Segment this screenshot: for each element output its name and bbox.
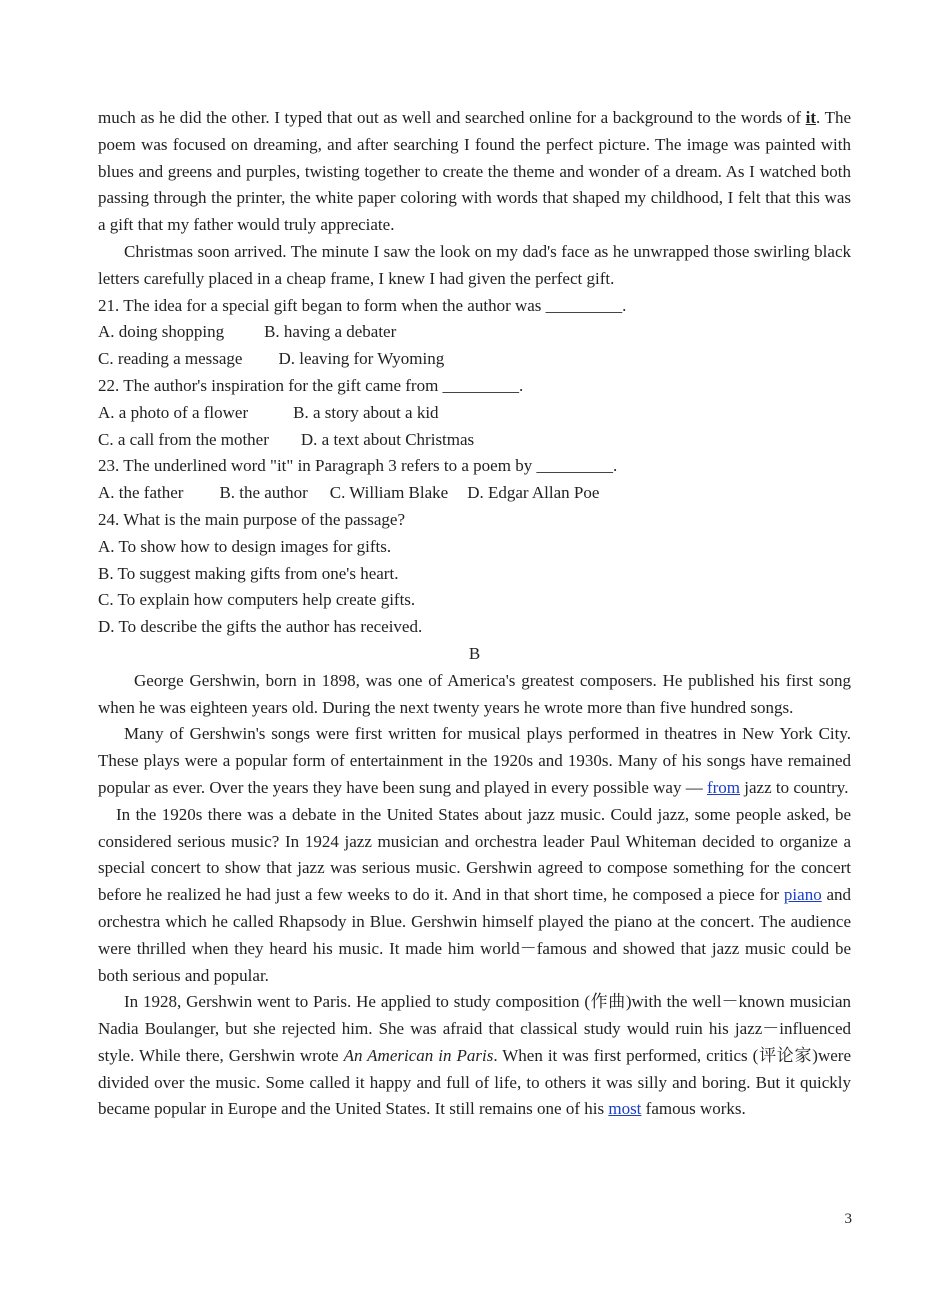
paragraph-text: famous works. xyxy=(641,1099,746,1119)
question-23-options-row-1 xyxy=(98,480,851,507)
underlined-word-it: it xyxy=(805,108,817,127)
option-d[interactable]: D. a text about Christmas xyxy=(300,429,475,449)
option-d[interactable]: D. leaving for Wyoming xyxy=(278,349,445,369)
section-b-paragraph-4 xyxy=(98,989,851,1123)
option-b[interactable]: B. the author xyxy=(219,483,308,503)
link-most[interactable]: most xyxy=(608,1099,642,1119)
section-b-paragraph-1: George Gershwin, born in 1898, was one of America's greatest composers. He published his first song when he was eighteen years old. During the next twenty years he wrote more than five hundred songs. xyxy=(98,670,851,717)
question-22-options-row-1 xyxy=(98,400,851,427)
paragraph-text: . When it was first performed, critics (评论家)were divided over the music. Some called it happy and full of life, to others it was silly and boring. But it quickly became popular in Europe and the United States. It still remains one of his xyxy=(98,1045,851,1119)
option-a[interactable]: A. To show how to design images for gifts. xyxy=(98,536,392,556)
option-a[interactable]: A. doing shopping xyxy=(98,322,225,342)
option-c[interactable]: C. reading a message xyxy=(98,349,243,369)
option-d[interactable]: D. Edgar Allan Poe xyxy=(467,483,600,503)
option-b[interactable]: B. having a debater xyxy=(264,322,397,342)
paragraph-text: In the 1920s there was a debate in the United States about jazz music. Could jazz, some people asked, be considered serious music? In 1924 jazz musician and orchestra leader Paul Whiteman decided to organize a special concert to show that jazz was serious music. Gershwin agreed to compose something for the concert before he realized he had just a few weeks to do it. And in that short time, he composed a piece for xyxy=(98,804,851,905)
option-b[interactable]: B. a story about a kid xyxy=(293,402,439,422)
paragraph-text: jazz to country. xyxy=(740,777,849,797)
option-d[interactable]: D. To describe the gifts the author has received. xyxy=(98,617,423,637)
section-b-paragraph-3 xyxy=(98,802,851,990)
option-c[interactable]: C. William Blake xyxy=(329,483,449,503)
work-title: An American in Paris xyxy=(343,1045,494,1065)
question-21-stem: 21. The idea for a special gift began to form when the author was _________. xyxy=(98,295,627,315)
option-a[interactable]: A. the father xyxy=(98,483,184,503)
question-23-stem: 23. The underlined word "it" in Paragraph 3 refers to a poem by _________. xyxy=(98,456,618,476)
question-24-stem: 24. What is the main purpose of the passage? xyxy=(98,509,406,529)
paragraph-text: . The poem was focused on dreaming, and after searching I found the perfect picture. The image was painted with blues and greens and purples, twisting together to create the theme and wonder of a dream. As I watched both passing through the printer, the white paper coloring with words that shaped my childhood, I felt that this was a gift that my father would truly appreciate. xyxy=(98,108,851,235)
section-b-paragraph-2 xyxy=(98,721,851,801)
link-piano[interactable]: piano xyxy=(783,885,822,905)
passage-a-paragraph-christmas: Christmas soon arrived. The minute I saw the look on my dad's face as he unwrapped those swirling black letters carefully placed in a cheap frame, I knew I had given the perfect gift. xyxy=(98,241,851,288)
paragraph-text: much as he did the other. I typed that out as well and searched online for a background to the words of xyxy=(98,108,806,127)
question-22-options-row-2 xyxy=(98,427,851,454)
question-22-stem: 22. The author's inspiration for the gift came from _________. xyxy=(98,375,524,395)
link-from[interactable]: from xyxy=(706,777,741,797)
option-b[interactable]: B. To suggest making gifts from one's heart. xyxy=(98,563,399,583)
section-b-heading: B xyxy=(468,643,481,663)
question-21-options-row-2 xyxy=(98,346,851,373)
page-number: 3 xyxy=(844,1211,852,1227)
paragraph-text: and orchestra which he called Rhapsody in Blue. Gershwin himself played the piano at the concert. The audience were thrilled when they heard his music. It made him world－famous and showed that jazz music could be both serious and popular. xyxy=(98,885,851,985)
passage-a-paragraph-continued xyxy=(98,105,851,239)
page-content xyxy=(98,105,851,1123)
option-a[interactable]: A. a photo of a flower xyxy=(98,402,249,422)
option-c[interactable]: C. a call from the mother xyxy=(98,429,269,449)
paragraph-text: Many of Gershwin's songs were first written for musical plays performed in theatres in New York City. These plays were a popular form of entertainment in the 1920s and 1930s. Many of his songs have remained popular as ever. Over the years they have been sung and played in every possible way — xyxy=(98,724,851,797)
option-c[interactable]: C. To explain how computers help create gifts. xyxy=(98,590,416,610)
paragraph-text: In 1928, Gershwin went to Paris. He applied to study composition (作曲)with the well－known musician Nadia Boulanger, but she rejected him. She was afraid that classical study would ruin his jazz－influenced style. While there, Gershwin wrote xyxy=(98,992,851,1065)
question-21-options-row-1 xyxy=(98,319,851,346)
